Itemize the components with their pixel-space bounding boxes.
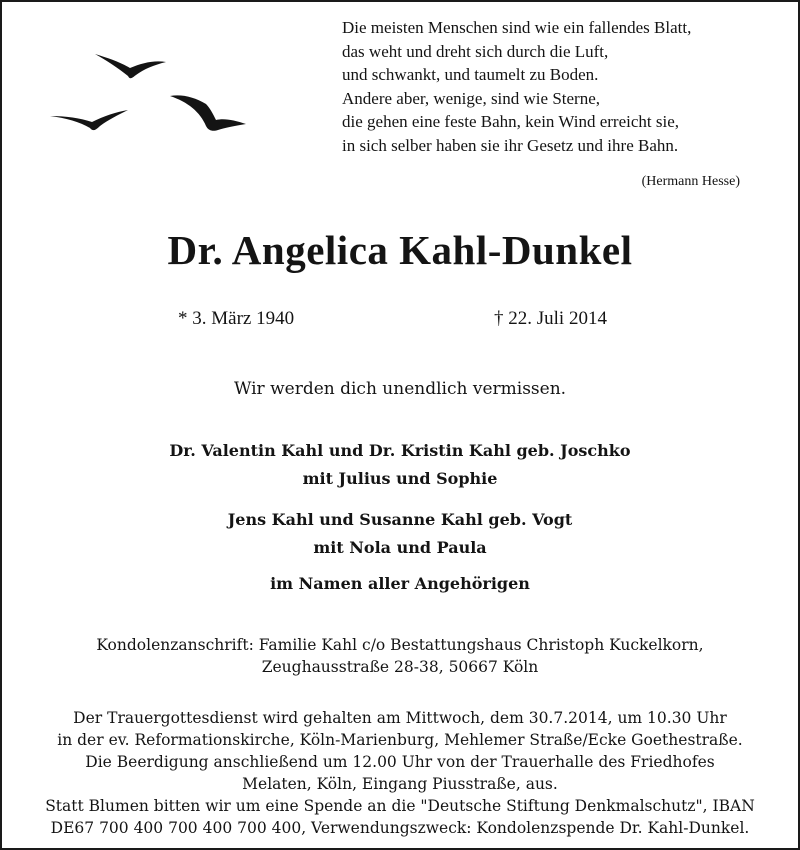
mourner-line: im Namen aller Angehörigen	[270, 574, 530, 593]
service-line: in der ev. Reformationskirche, Köln-Marienburg, Mehlemer Straße/Ecke Goethestraße.	[57, 731, 743, 749]
service-line: Melaten, Köln, Eingang Piusstraße, aus.	[242, 775, 558, 793]
flying-birds-icon	[50, 46, 270, 146]
poem-line: und schwankt, und taumelt zu Boden.	[342, 65, 599, 84]
service-details	[2, 707, 798, 839]
address-line: Kondolenzanschrift: Familie Kahl c/o Bestattungshaus Christoph Kuckelkorn,	[96, 636, 704, 654]
service-line: DE67 700 400 700 400 700 400, Verwendungszweck: Kondolenzspende Dr. Kahl-Dunkel.	[50, 819, 750, 837]
poem-line: Die meisten Menschen sind wie ein fallendes Blatt,	[342, 18, 692, 37]
mourner-line: Jens Kahl und Susanne Kahl geb. Vogt	[227, 510, 573, 529]
poem-line: das weht und dreht sich durch die Luft,	[342, 41, 609, 61]
mourner-line: mit Julius und Sophie	[302, 469, 498, 488]
service-line: Statt Blumen bitten wir um eine Spende an die "Deutsche Stiftung Denkmalschutz", IBAN	[45, 797, 755, 815]
mourner-line: Dr. Valentin Kahl und Dr. Kristin Kahl geb. Joschko	[169, 441, 631, 460]
poem-line: in sich selber haben sie ihr Gesetz und ihre Bahn.	[342, 135, 679, 155]
mourner-group	[2, 506, 798, 562]
poem-attribution: (Hermann Hesse)	[641, 174, 740, 189]
memorial-phrase: Wir werden dich unendlich vermissen.	[233, 379, 567, 399]
mourner-group	[2, 570, 798, 598]
mourner-group	[2, 437, 798, 493]
deceased-name: Dr. Angelica Kahl-Dunkel	[167, 227, 633, 273]
service-line: Der Trauergottesdienst wird gehalten am Mittwoch, dem 30.7.2014, um 10.30 Uhr	[73, 709, 727, 727]
birth-date: * 3. März 1940	[178, 308, 295, 329]
address-line: Zeughausstraße 28-38, 50667 Köln	[261, 658, 539, 676]
death-date: † 22. Juli 2014	[494, 308, 607, 329]
service-line: Die Beerdigung anschließend um 12.00 Uhr von der Trauerhalle des Friedhofes	[85, 753, 715, 771]
poem	[342, 16, 762, 157]
condolence-address	[2, 634, 798, 678]
mourner-line: mit Nola und Paula	[313, 538, 487, 557]
poem-line: die gehen eine feste Bahn, kein Wind erreicht sie,	[342, 112, 679, 131]
poem-line: Andere aber, wenige, sind wie Sterne,	[342, 88, 601, 108]
